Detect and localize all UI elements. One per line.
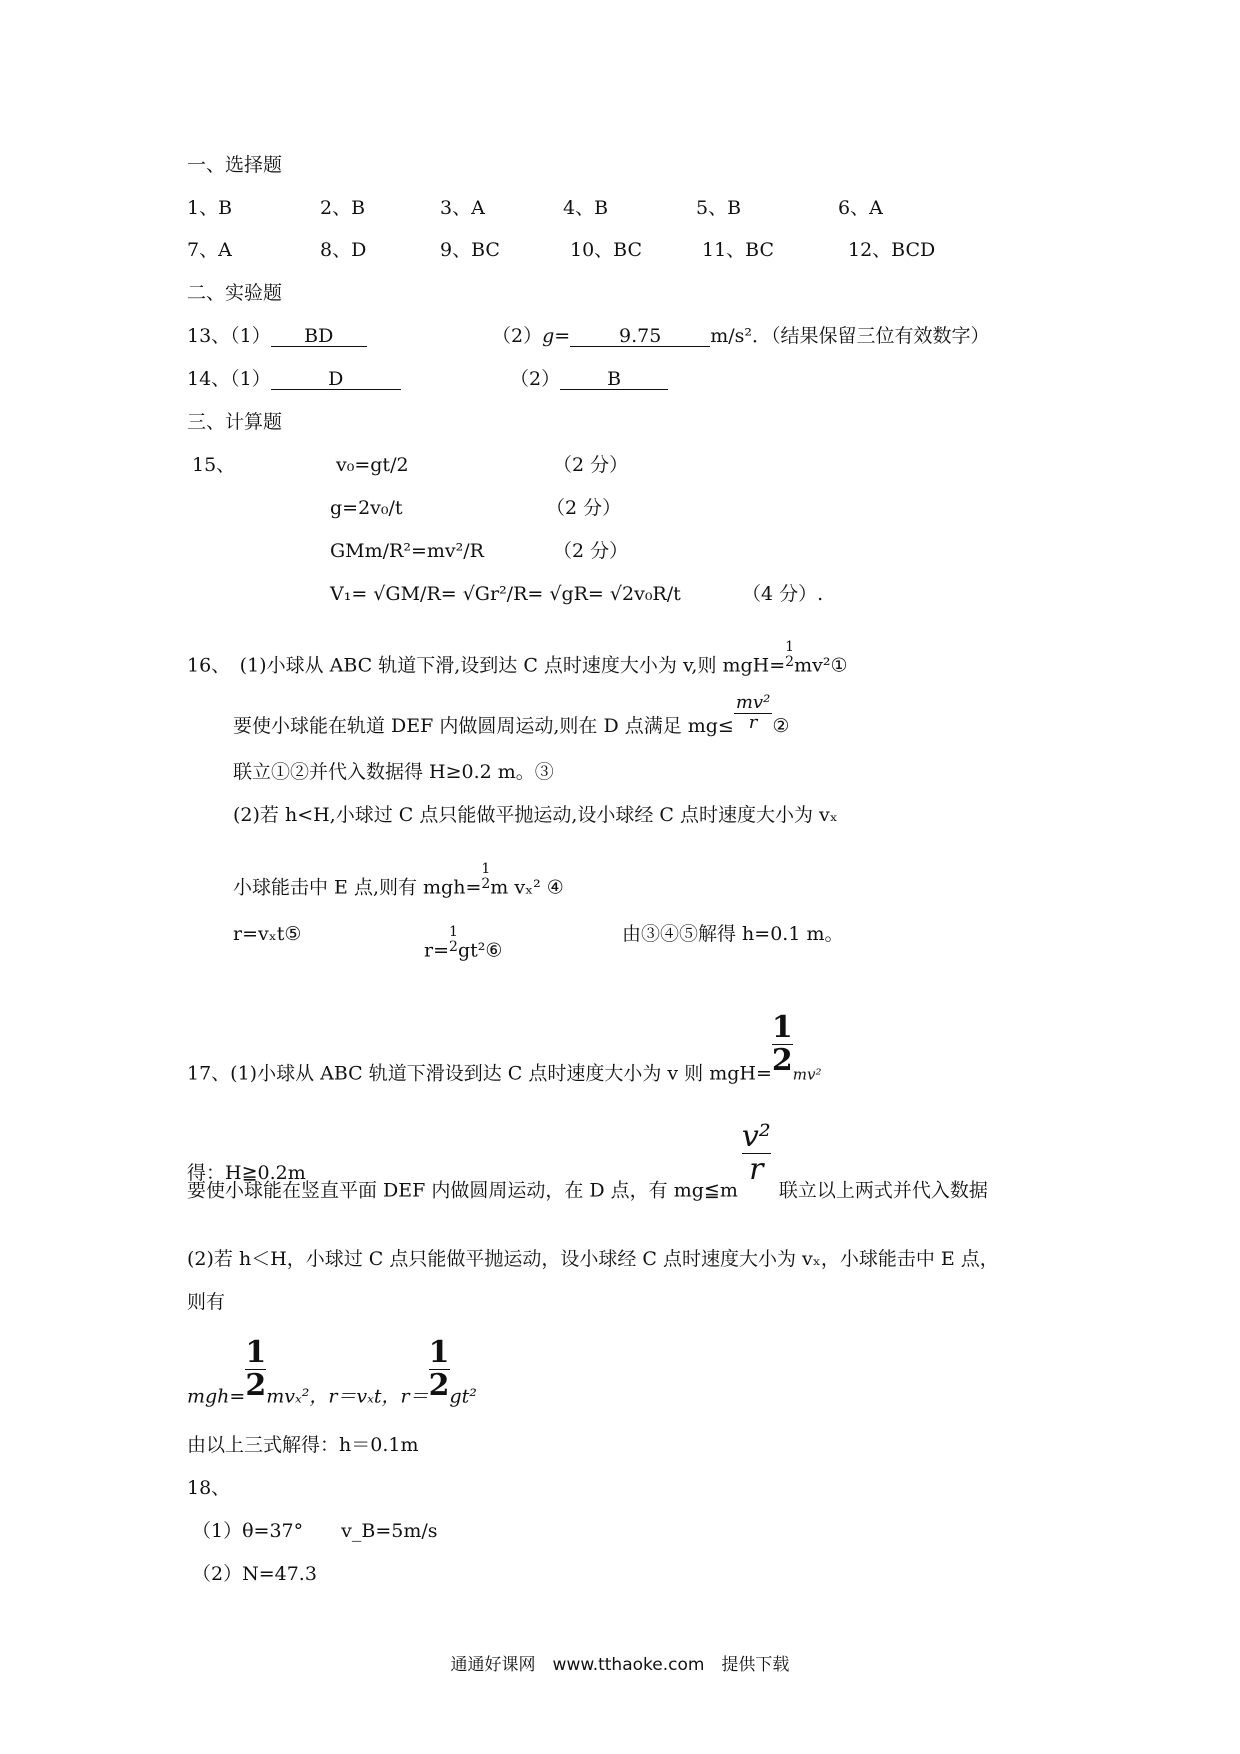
- mc-answer: 12、BCD: [848, 239, 936, 261]
- mc-answer: 5、B: [696, 197, 742, 219]
- q14-part2-label: （2）: [510, 368, 561, 390]
- q16-text-6c: gt²⑥: [457, 939, 503, 962]
- q15-score-3: （2 分）: [553, 540, 629, 562]
- q16-text-6b: r=: [424, 939, 450, 962]
- q16-line-3: 联立①②并代入数据得 H≥0.2 m。③: [233, 761, 554, 783]
- q16-text-1: 16、 (1)小球从 ABC 轨道下滑,设到达 C 点时速度大小为 v,则 mgH=: [187, 654, 786, 677]
- fraction-half: [449, 925, 458, 954]
- fraction-den: 2: [785, 653, 795, 670]
- q14-line: [187, 370, 401, 390]
- q18-answer-1: （1）θ=37° v_B=5m/s: [192, 1520, 438, 1542]
- q13-g-label: g=: [542, 325, 571, 347]
- q13-unit: m/s²．（结果保留三位有效数字）: [710, 325, 990, 347]
- mc-answer: 8、D: [320, 239, 367, 261]
- q16-text-5: 小球能击中 E 点,则有 mgh=: [233, 876, 482, 899]
- q17-line-2: [187, 1121, 988, 1201]
- q15-eq-3: GMm/R²=mv²/R: [330, 540, 484, 562]
- fraction-den: r: [748, 711, 758, 733]
- section-title-choice: 一、选择题: [187, 154, 283, 176]
- section-title-calculation: 三、计算题: [187, 411, 283, 433]
- q15-score-1: （2 分）: [553, 454, 629, 476]
- fraction-den: 2: [245, 1367, 267, 1403]
- fraction-den: 2: [449, 938, 458, 955]
- q17-line-4: (2)若 h＜H，小球过 C 点只能做平抛运动，设小球经 C 点时速度大小为 vₓ，小球能击中 E 点，: [187, 1248, 999, 1270]
- q17-line-3: 得：H≧0.2m: [187, 1162, 306, 1184]
- mc-answer: 4、B: [563, 197, 609, 219]
- fraction-num: mv²: [735, 692, 771, 713]
- mc-answer: 11、BC: [702, 239, 775, 261]
- q17-text-6b: mvₓ²，r＝vₓt，r＝: [266, 1385, 429, 1408]
- mc-answer: 7、A: [187, 239, 232, 261]
- fraction-num: v²: [741, 1119, 771, 1154]
- q13-part2-label: （2）: [492, 325, 543, 347]
- q15-eq-2: g=2v₀/t: [330, 497, 403, 519]
- fraction-num: 1: [245, 1335, 267, 1370]
- q18-answer-2: （2）N=47.3: [192, 1563, 317, 1585]
- fraction-num: 1: [771, 1010, 793, 1045]
- q16-text-1b: mv²①: [794, 654, 848, 677]
- fraction-half-large: [429, 1337, 450, 1401]
- fraction-num: 1: [449, 924, 458, 940]
- fraction-half-large: [245, 1337, 266, 1401]
- fraction-den: 2: [428, 1367, 450, 1403]
- q17-text-2: 要使小球能在竖直平面 DEF 内做圆周运动，在 D 点，有 mg≦m: [187, 1179, 738, 1202]
- q16-text-5b: m vₓ² ④: [490, 876, 564, 899]
- section-title-experiment: 二、实验题: [187, 282, 283, 304]
- q14-answer-1: D: [271, 370, 401, 390]
- mc-answer: 10、BC: [570, 239, 643, 261]
- fraction-num: 1: [785, 639, 795, 655]
- mc-answer: 6、A: [838, 197, 883, 219]
- q17-text-1: 17、(1)小球从 ABC 轨道下滑设到达 C 点时速度大小为 v 则 mgH=: [187, 1062, 772, 1085]
- q17-line-7: 由以上三式解得：h＝0.1m: [187, 1434, 419, 1456]
- q17-text-6c: gt²: [449, 1385, 477, 1408]
- fraction-den: 2: [481, 875, 491, 892]
- q15-score-2: （2 分）: [546, 497, 622, 519]
- q13-line: [187, 327, 367, 347]
- q14-part2: [510, 370, 668, 390]
- mc-answer: 1、B: [187, 197, 233, 219]
- q16-text-2: 要使小球能在轨道 DEF 内做圆周运动,则在 D 点满足 mg≤: [233, 714, 734, 737]
- fraction-half-large: [772, 1012, 793, 1076]
- q13-part2: [492, 327, 989, 347]
- q16-line-6d: 由③④⑤解得 h=0.1 m。: [622, 923, 844, 945]
- q17-line-1: [187, 1012, 821, 1084]
- q17-text-2b: 联立以上两式并代入数据: [778, 1179, 988, 1202]
- q14-label: 14、（1）: [187, 368, 271, 390]
- fraction-num: 1: [428, 1335, 450, 1370]
- footer-source: 通通好课网 www.tthaoke.com 提供下载: [450, 1655, 790, 1675]
- q15-score-4: （4 分）.: [742, 583, 824, 605]
- q16-line-5: [233, 862, 564, 898]
- q13-label: 13、（1）: [187, 325, 271, 347]
- q15-label: 15、: [192, 454, 236, 476]
- q14-answer-2: B: [560, 370, 668, 390]
- q16-text-2b: ②: [772, 714, 790, 737]
- q17-text-1b: mv²: [792, 1065, 822, 1084]
- q17-text-6a: mgh=: [187, 1385, 246, 1408]
- q17-line-5: 则有: [187, 1291, 226, 1313]
- mc-answer: 3、A: [440, 197, 485, 219]
- fraction-half: [785, 640, 794, 669]
- fraction-v2-over-r: [742, 1121, 771, 1185]
- q16-line-2: [233, 694, 789, 736]
- q13-answer-1: BD: [271, 327, 367, 347]
- q16-line-4: (2)若 h<H,小球过 C 点只能做平抛运动,设小球经 C 点时速度大小为 vₓ: [233, 804, 838, 826]
- q16-line-6a: r=vₓt⑤: [233, 923, 302, 945]
- fraction-num: 1: [481, 861, 491, 877]
- fraction-den: r: [749, 1151, 764, 1187]
- fraction-den: 2: [771, 1042, 793, 1078]
- q18-label: 18、: [187, 1477, 231, 1499]
- fraction-half: [481, 862, 490, 891]
- mc-answer: 2、B: [320, 197, 366, 219]
- fraction-mv2-over-r: [734, 694, 772, 733]
- q15-eq-1: v₀=gt/2: [336, 454, 409, 476]
- q17-line-6: [187, 1337, 477, 1407]
- q13-answer-2: 9.75: [570, 327, 710, 347]
- q16-line-1: [187, 640, 848, 676]
- q15-eq-4: V₁= √GM/R= √Gr²/R= √gR= √2v₀R/t: [330, 583, 681, 605]
- q16-line-6b: [424, 925, 502, 961]
- mc-answer: 9、BC: [440, 239, 500, 261]
